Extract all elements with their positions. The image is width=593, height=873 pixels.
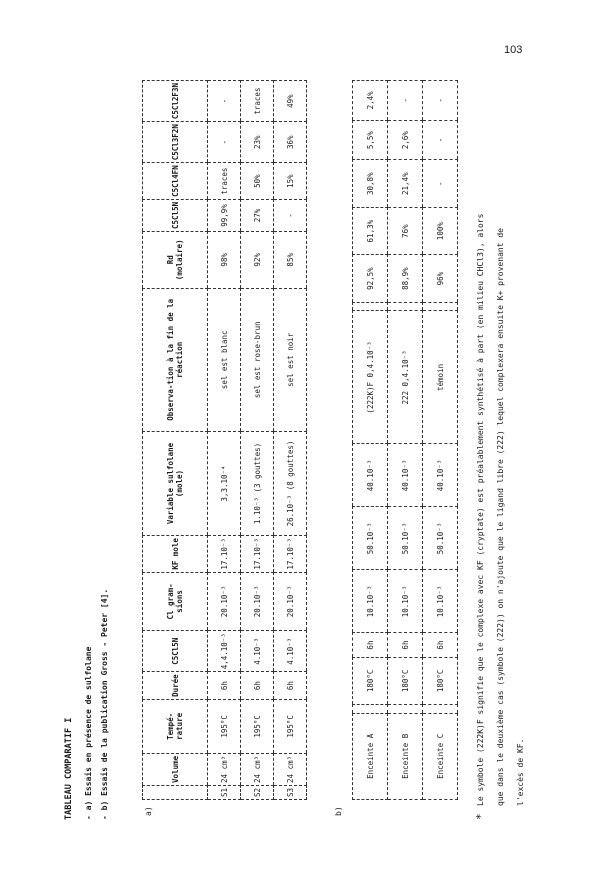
table-cell: 98% [208,231,241,288]
table-cell: 85% [274,231,307,288]
table-cell: 6h [274,672,307,700]
table-cell: 222 0,4.10⁻³ [388,311,423,444]
page-number: 103 [504,44,523,56]
table-cell: 6h [423,633,458,657]
table-cell: sel est rose-brun [241,288,274,431]
table-a [142,80,307,800]
table-a-header: C5Cl2F3N [143,81,208,122]
table-cell [423,705,458,714]
table-cell: 5,5% [353,120,388,160]
table-cell: - [423,160,458,207]
table-cell: 10.10⁻³ [353,570,388,633]
table-cell: 49% [274,81,307,122]
footnote-marker: * [474,813,487,820]
table-cell: S2 [241,785,274,799]
table-cell: 99,9% [208,199,241,231]
table-cell: 15% [274,163,307,200]
table-cell: 24 cm³ [274,753,307,785]
table-row [274,81,307,800]
table-cell: 2,4% [353,81,388,121]
table-a-header: Durée [143,672,208,700]
table-a-header [143,785,208,799]
table-a-header: Volume [143,753,208,785]
table-row [208,81,241,800]
table-row [241,81,274,800]
table-a-header: KF mole [143,536,208,573]
table-cell: - [208,81,241,122]
table-cell: 36% [274,122,307,163]
table-cell: traces [208,163,241,200]
table-cell: 180°C [423,657,458,704]
table-cell: 24 cm³ [208,753,241,785]
table-cell: 92% [241,231,274,288]
table-cell: sel est blanc [208,288,241,431]
table-cell [423,302,458,311]
table-cell: 40.10⁻³ [388,444,423,507]
footnote [471,100,531,820]
table-cell: 100% [423,207,458,254]
table-a-header: C5Cl5N [143,631,208,672]
table-cell: 6h [241,672,274,700]
table-cell: - [423,81,458,121]
table-cell: 21,4% [388,160,423,207]
table-cell: 61,3% [353,207,388,254]
table-cell: 20.10⁻³ [274,572,307,631]
table-cell: 6h [388,633,423,657]
table-cell: Enceinte C [423,713,458,799]
table-a-header: Cl gram-sions [143,572,208,631]
table-cell: 195°C [241,699,274,753]
table-cell: 6h [208,672,241,700]
table-cell: 88,9% [388,255,423,302]
table-cell: 40.10⁻³ [423,444,458,507]
table-cell: 76% [388,207,423,254]
table-cell: S1 [208,785,241,799]
table-cell: 24 cm³ [241,753,274,785]
table-cell: 30,8% [353,160,388,207]
table-a-header: C5Cl5N [143,199,208,231]
table-cell: - [423,120,458,160]
table-cell: 17.10⁻³ [208,536,241,573]
table-cell: 10.10⁻³ [388,570,423,633]
table-a-header-row [143,81,208,800]
subtitle-a: - a) Essais en présence de sulfolane [84,646,93,820]
table-cell [353,302,388,311]
table-cell: Enceinte A [353,713,388,799]
table-row [388,81,423,800]
table-cell [388,705,423,714]
table-cell: 17.10⁻³ [241,536,274,573]
table-a-header: Tempé-rature [143,699,208,753]
table-cell: 195°C [208,699,241,753]
table-cell: 50% [241,163,274,200]
table-cell: 1.10⁻³ (3 gouttes) [241,431,274,535]
section-label-b: b) [334,806,343,816]
table-row [423,81,458,800]
table-cell: 50.10⁻³ [353,507,388,570]
table-cell: 26.10⁻³ (8 gouttes) [274,431,307,535]
table-cell: témoin [423,311,458,444]
table-cell: sel est noir [274,288,307,431]
footnote-line: l'excès de KF. [516,738,525,806]
table-cell: traces [241,81,274,122]
table-cell: 50.10⁻³ [388,507,423,570]
table-cell: 4.10⁻³ [274,631,307,672]
table-cell: 20.10⁻³ [241,572,274,631]
table-cell: - [208,122,241,163]
table-cell: 6h [353,633,388,657]
table-cell: (222K)F 0,4.10⁻³ [353,311,388,444]
table-a-header: C5Cl4FN [143,163,208,200]
table-cell: - [388,81,423,121]
table-cell: 96% [423,255,458,302]
table-a-header: Observa-tion à la fin de la réaction [143,288,208,431]
table-cell: 4,4.10⁻³ [208,631,241,672]
table-cell [353,705,388,714]
table-cell: 180°C [388,657,423,704]
table-cell: 3,3.10⁻⁴ [208,431,241,535]
table-cell: - [274,199,307,231]
table-cell: 23% [241,122,274,163]
table-cell: 40.10⁻³ [353,444,388,507]
table-cell [388,302,423,311]
table-cell: 27% [241,199,274,231]
rotated-table-block [56,80,526,820]
table-a-header: Rd (molaire) [143,231,208,288]
table-cell: 10.10⁻³ [423,570,458,633]
table-cell: 4.10⁻³ [241,631,274,672]
section-label-a: a) [144,806,153,816]
table-cell: 180°C [353,657,388,704]
table-cell: 20.10⁻³ [208,572,241,631]
table-cell: S3 [274,785,307,799]
table-cell: 195°C [274,699,307,753]
table-cell: 92,5% [353,255,388,302]
table-cell: Enceinte B [388,713,423,799]
subtitle-b: - b) Essais de la publication Gross - Peter [4]. [100,588,109,820]
page-title: TABLEAU COMPARATIF I [64,717,74,820]
table-a-header: Variable sulfolane (mole) [143,431,208,535]
table-row [353,81,388,800]
table-cell: 50.10⁻³ [423,507,458,570]
footnote-line: Le symbole (222K)F signifie que le complexe avec KF (cryptate) est préalablement synthétisé à part (en milieu CHCl3), alors [476,213,485,806]
footnote-line: que dans le deuxième cas (symbole (222)) on n'ajoute que le ligand libre (222) lequel complexera ensuite K+ provenant de [496,228,505,806]
table-cell: 2,6% [388,120,423,160]
table-cell: 17.10⁻³ [274,536,307,573]
table-a-header: C5Cl3F2N [143,122,208,163]
table-b [352,80,458,800]
